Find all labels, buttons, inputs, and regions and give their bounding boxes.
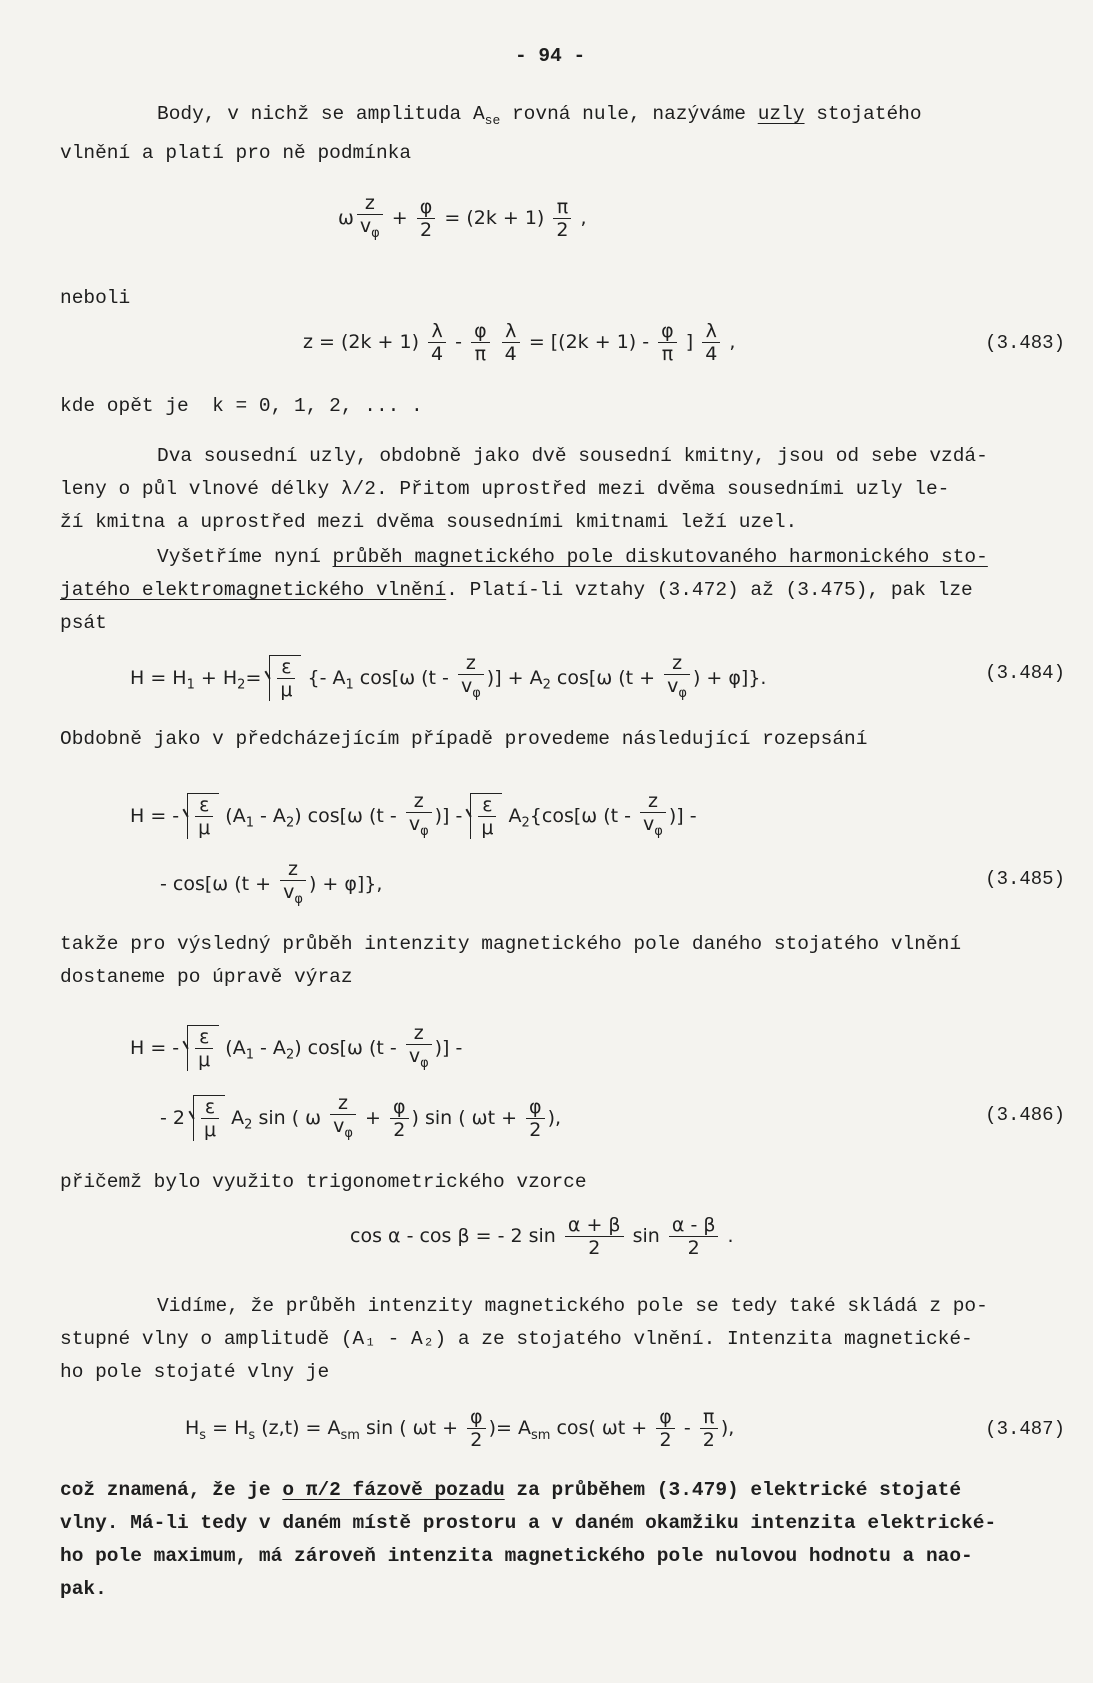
equation-trig-identity: cos α - cos β = - 2 sin $\frac{\alpha + \beta}{2}$ sin $\frac{\alpha - \beta}{2}$ . xyxy=(350,1214,734,1259)
equation-number-3-486: (3.486) xyxy=(985,1104,1065,1126)
equation-3-485-line1: H = - $\frac{\varepsilon}{\mu}$ $(A_1 - A_2)$ cos[ω (t - $\frac{z}{v_\varphi}$ )] - $\frac{\varepsilon}{\mu}$ $A_2\{\cos[\omega$ (t - $\frac{z}{v_\varphi}$ )] - xyxy=(130,790,697,840)
paragraph-two-nodes: Dva sousední uzly, obdobně jako dvě sousední kmitny, jsou od sebe vzdá- leny o půl vlnové délky λ/2. Přitom uprostřed mezi dvěma sousedními uzly le- ží kmitna a uprostřed mezi dvěma sousedními kmitnami leží uzel. xyxy=(60,445,988,533)
paragraph-rozepsani: Obdobně jako v předcházejícím případě provedeme následující rozepsání xyxy=(60,728,868,750)
page-number: - 94 - xyxy=(515,45,586,67)
equation-3-486-line2: - 2 $\frac{\varepsilon}{\mu}$ $A_2$ sin ( ω $\frac{z}{v_\varphi}$ + $\frac{\varphi}{2}$ ) sin ( ωt + $\frac{\varphi}{2}$ ), xyxy=(160,1092,562,1142)
equation-3-487: $H_s = H_s$ $(z,t) = A_{sm}$ sin ( ωt + $\frac{\varphi}{2}$ )= $A_{sm}$ cos( ωt + $\frac{\varphi}{2}$ - $\frac{\pi}{2}$ ), xyxy=(185,1406,735,1451)
paragraph-result: takže pro výsledný průběh intenzity magnetického pole daného stojatého vlnění dostaneme po úpravě výraz xyxy=(60,933,962,988)
equation-number-3-483: (3.483) xyxy=(985,332,1065,354)
equation-number-3-485: (3.485) xyxy=(985,868,1065,890)
word-neboli: neboli xyxy=(60,287,131,309)
equation-number-3-487: (3.487) xyxy=(985,1418,1065,1440)
paragraph-trig-intro: přičemž bylo využito trigonometrického vzorce xyxy=(60,1171,587,1193)
equation-3-485-line2: - cos[ω (t + $\frac{z}{v_\varphi}$ ) + φ]}, xyxy=(160,858,383,907)
paragraph-magnetic-field: Vyšetříme nyní průběh magnetického pole diskutovaného harmonického sto- jatého elektromagnetického vlnění. Platí-li vztahy (3.472) až (3.475), pak lze psát xyxy=(60,546,988,634)
paragraph-nodes: Body, v nichž se amplituda $A_{se}$ rovná nule, nazýváme uzly stojatého vlnění a platí pro ně podmínka xyxy=(60,103,922,164)
equation-number-3-484: (3.484) xyxy=(985,662,1065,684)
paragraph-composition: Vidíme, že průběh intenzity magnetického pole se tedy také skládá z po- stupné vlny o amplitudě (A₁ - A₂) a ze stojatého vlnění. Intenzita magnetické- ho pole stojaté vlny je xyxy=(60,1295,988,1383)
paragraph-phase-lag: což znamená, že je o π/2 fázově pozadu za průběhem (3.479) elektrické stojaté vlny. Má-li tedy v daném místě prostoru a v daném okamžiku intenzita elektrické- ho pole maximum, má zároveň intenzita magnetického pole nulovou hodnotu a nao- pak. xyxy=(60,1479,997,1600)
line-kde: kde opět je k = 0, 1, 2, ... . xyxy=(60,395,423,417)
equation-3-483: z = (2k + 1) $\frac{\lambda}{4}$ - $\frac{\varphi}{\pi}$ $\frac{\lambda}{4}$ = [(2k + 1) - $\frac{\varphi}{\pi}$ ] $\frac{\lambda}{4}$ , xyxy=(303,320,736,365)
equation-3-486-line1: H = - $\frac{\varepsilon}{\mu}$ $(A_1 - A_2)$ cos[ω (t - $\frac{z}{v_\varphi}$ )] - xyxy=(130,1022,463,1072)
equation-node-condition: ω $\frac{z}{v_\varphi}$ + $\frac{\varphi}{2}$ = (2k + 1) $\frac{\pi}{2}$ , xyxy=(338,192,587,241)
equation-3-484: $H = H_1 + H_2=$ $\frac{\varepsilon}{\mu}$ {- $A_1$ cos[ω (t - $\frac{z}{v_\varphi}$ )] + $A_2$ cos[ω (t + $\frac{z}{v_\varphi}$ ) + φ]}. xyxy=(130,652,767,702)
